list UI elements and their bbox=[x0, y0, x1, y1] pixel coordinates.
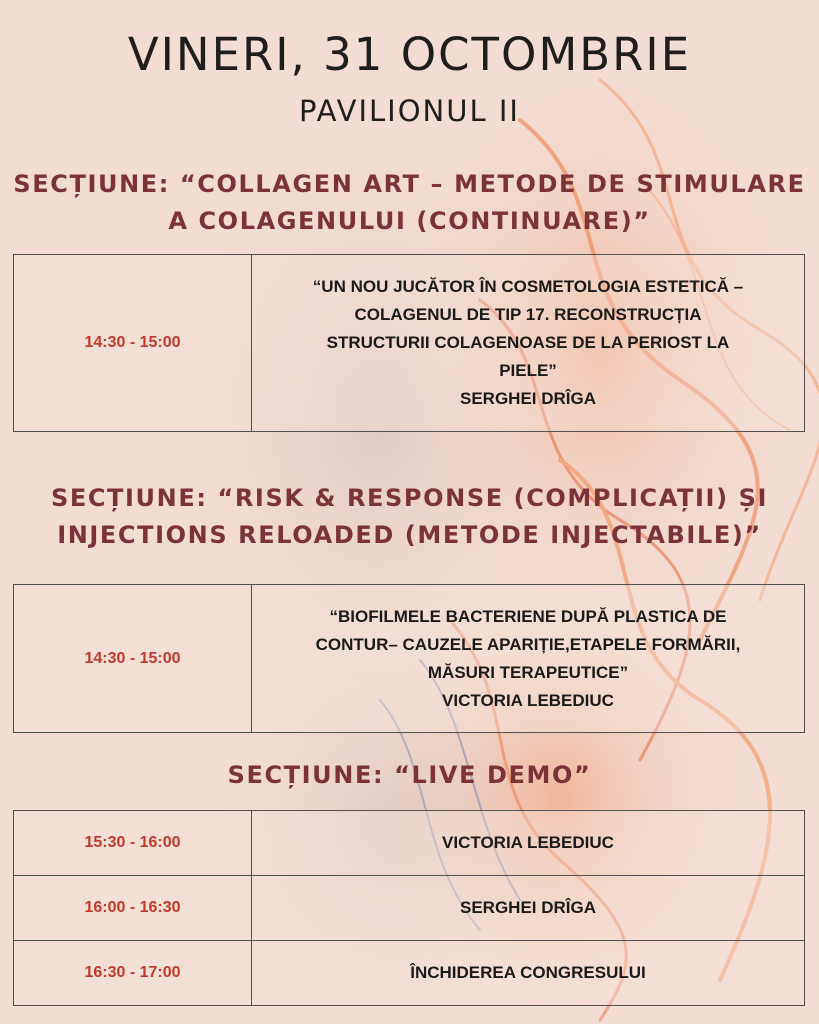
pavilion-subtitle: PAVILIONUL II bbox=[299, 94, 520, 128]
schedule-table-live-demo bbox=[13, 810, 805, 1006]
talk-title-line: “BIOFILMELE BACTERIENE DUPĂ PLASTICA DE bbox=[329, 606, 727, 626]
speaker-name: VICTORIA LEBEDIUC bbox=[442, 690, 614, 710]
closing-item: ÎNCHIDEREA CONGRESULUI bbox=[252, 941, 805, 1006]
page-title-date: VINERI, 31 OCTOMBRIE bbox=[127, 28, 692, 81]
talk-cell bbox=[252, 585, 805, 733]
time-slot: 15:30 - 16:00 bbox=[14, 811, 252, 876]
time-slot: 16:30 - 17:00 bbox=[14, 941, 252, 1006]
table-row bbox=[14, 255, 805, 432]
speaker-name: VICTORIA LEBEDIUC bbox=[252, 811, 805, 876]
table-row bbox=[14, 941, 805, 1006]
schedule-table-collagen-art bbox=[13, 254, 805, 432]
table-row bbox=[14, 811, 805, 876]
talk-title-line: PIELE” bbox=[499, 361, 557, 380]
table-row bbox=[14, 585, 805, 733]
time-slot: 14:30 - 15:00 bbox=[14, 255, 252, 432]
talk-cell bbox=[252, 255, 805, 432]
speaker-name: SERGHEI DRÎGA bbox=[459, 389, 597, 408]
talk-title-line: “UN NOU JUCĂTOR ÎN COSMETOLOGIA ESTETICĂ – bbox=[312, 277, 744, 296]
talk-title-line: MĂSURI TERAPEUTICE” bbox=[427, 662, 629, 682]
talk-title-line: COLAGENUL DE TIP 17. RECONSTRUCȚIA bbox=[354, 305, 702, 324]
table-row bbox=[14, 876, 805, 941]
speaker-name: SERGHEI DRÎGA bbox=[252, 876, 805, 941]
schedule-table-risk-response bbox=[13, 584, 805, 733]
time-slot: 16:00 - 16:30 bbox=[14, 876, 252, 941]
section-title-live-demo: SECȚIUNE: “LIVE DEMO” bbox=[227, 761, 592, 789]
talk-title-line: STRUCTURII COLAGENOASE DE LA PERIOST LA bbox=[326, 333, 730, 352]
time-slot: 14:30 - 15:00 bbox=[14, 585, 252, 733]
section-title-collagen-art: SECȚIUNE: “COLLAGEN ART – METODE DE STIMULARE A COLAGENULUI (CONTINUARE)” bbox=[13, 170, 806, 235]
talk-title-line: CONTUR– CAUZELE APARIȚIE,ETAPELE FORMĂRII, bbox=[315, 634, 741, 654]
section-title-risk-response: SECȚIUNE: “RISK & RESPONSE (COMPLICAȚII) ȘI INJECTIONS RELOADED (METODE INJECTABILE)” bbox=[50, 484, 769, 549]
